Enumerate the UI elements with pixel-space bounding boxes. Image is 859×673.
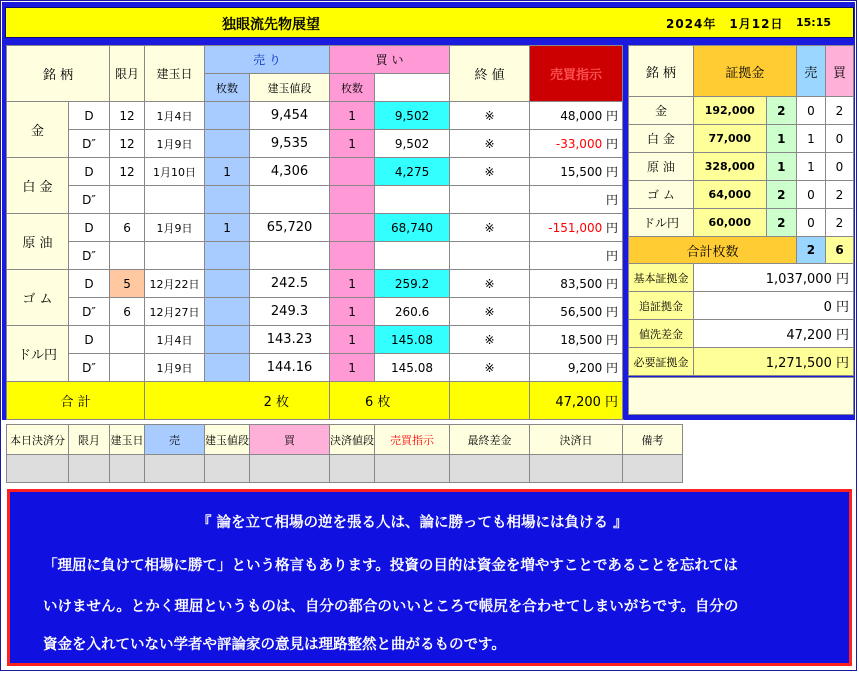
close-price: 145.08 bbox=[375, 354, 450, 382]
header-close: 終 値 bbox=[450, 46, 530, 102]
margin-multiplier: 1 bbox=[766, 125, 796, 153]
margin-row bbox=[629, 209, 854, 237]
position-type: D″ bbox=[69, 354, 110, 382]
buy-qty: 1 bbox=[330, 326, 375, 354]
position-type: D″ bbox=[69, 298, 110, 326]
summary-label: 必要証拠金 bbox=[629, 348, 694, 376]
settlement-cell bbox=[330, 455, 375, 483]
total-buy: 6 枚 bbox=[330, 382, 450, 420]
limit-month: 12 bbox=[110, 130, 145, 158]
sell-qty: 1 bbox=[205, 214, 250, 242]
buy-qty: 1 bbox=[330, 102, 375, 130]
margin-header-sell: 売 bbox=[796, 46, 825, 97]
total-label: 合 計 bbox=[7, 382, 145, 420]
position-price bbox=[250, 242, 330, 270]
margin-buy: 2 bbox=[825, 181, 853, 209]
margin-buy: 2 bbox=[825, 97, 853, 125]
position-type: D bbox=[69, 158, 110, 186]
diff-value: 83,500 bbox=[560, 277, 603, 291]
summary-value bbox=[693, 348, 853, 376]
quote-line-1: 「理屈に負けて相場に勝て」という格言もあります。投資の目的は資金を増やすことであることを忘れては bbox=[43, 558, 738, 574]
buy-qty bbox=[330, 158, 375, 186]
summary-label: 基本証拠金 bbox=[629, 264, 694, 292]
margin-header-brand: 銘 柄 bbox=[629, 46, 694, 97]
instruction-mark: ※ bbox=[450, 326, 530, 354]
position-type: D″ bbox=[69, 186, 110, 214]
yen-unit: 円 bbox=[602, 165, 619, 179]
mark-to-market bbox=[530, 158, 623, 186]
time-label: 15:15 bbox=[796, 16, 832, 29]
header-open-date: 建玉日 bbox=[145, 46, 205, 102]
instruction-mark: ※ bbox=[450, 270, 530, 298]
brand-name: 白 金 bbox=[7, 158, 69, 214]
close-price bbox=[375, 242, 450, 270]
settlement-cell bbox=[69, 455, 110, 483]
instruction-mark: ※ bbox=[450, 130, 530, 158]
summary-value bbox=[693, 264, 853, 292]
margin-value: 77,000 bbox=[693, 125, 766, 153]
diff-value: 18,500 bbox=[560, 333, 603, 347]
summary-amount: 1,037,000 bbox=[765, 272, 832, 287]
margin-brand: 金 bbox=[629, 97, 694, 125]
settlement-header: 決済日 bbox=[530, 425, 623, 455]
mark-to-market bbox=[530, 326, 623, 354]
settlement-cell bbox=[145, 455, 205, 483]
buy-qty: 1 bbox=[330, 130, 375, 158]
summary-label: 追証拠金 bbox=[629, 292, 694, 320]
margin-multiplier: 2 bbox=[766, 209, 796, 237]
mark-to-market bbox=[530, 298, 623, 326]
position-price: 242.5 bbox=[250, 270, 330, 298]
settlement-table bbox=[6, 424, 856, 483]
position-price: 144.16 bbox=[250, 354, 330, 382]
margin-multiplier: 2 bbox=[766, 181, 796, 209]
header-buy-count: 枚数 bbox=[330, 74, 375, 102]
position-price bbox=[250, 186, 330, 214]
margin-buy: 0 bbox=[825, 153, 853, 181]
quote-panel bbox=[7, 489, 852, 666]
close-price: 9,502 bbox=[375, 130, 450, 158]
margin-row bbox=[629, 153, 854, 181]
buy-qty bbox=[330, 186, 375, 214]
table-row bbox=[7, 326, 623, 354]
position-price: 4,306 bbox=[250, 158, 330, 186]
settlement-header: 売買指示 bbox=[375, 425, 450, 455]
total-diff: 47,200 円 bbox=[530, 382, 623, 420]
summary-value bbox=[693, 320, 853, 348]
yen-unit: 円 bbox=[831, 356, 849, 371]
close-price: 259.2 bbox=[375, 270, 450, 298]
margin-value: 328,000 bbox=[693, 153, 766, 181]
settlement-cell bbox=[530, 455, 623, 483]
margin-sell: 1 bbox=[796, 153, 825, 181]
table-row bbox=[7, 102, 623, 130]
margin-header-margin: 証拠金 bbox=[693, 46, 796, 97]
settlement-header: 最終差金 bbox=[450, 425, 530, 455]
limit-month: 12 bbox=[110, 158, 145, 186]
sell-qty bbox=[205, 186, 250, 214]
open-date: 1月10日 bbox=[145, 158, 205, 186]
margin-brand: ゴ ム bbox=[629, 181, 694, 209]
mark-to-market bbox=[530, 242, 623, 270]
margin-sell: 0 bbox=[796, 209, 825, 237]
position-price: 65,720 bbox=[250, 214, 330, 242]
position-price: 9,535 bbox=[250, 130, 330, 158]
yen-unit: 円 bbox=[602, 109, 619, 123]
header-position-price: 建玉値段 bbox=[250, 74, 330, 102]
title-bar bbox=[5, 7, 854, 38]
close-price: 260.6 bbox=[375, 298, 450, 326]
position-type: D bbox=[69, 214, 110, 242]
buy-qty: 1 bbox=[330, 354, 375, 382]
settlement-cell bbox=[623, 455, 683, 483]
limit-month bbox=[110, 354, 145, 382]
close-price: 9,502 bbox=[375, 102, 450, 130]
quote-line-3: 資金を入れていない学者や評論家の意見は理路整然と曲がるものです。 bbox=[43, 637, 506, 653]
header-sell: 売 り bbox=[205, 46, 330, 74]
margin-brand: 白 金 bbox=[629, 125, 694, 153]
margin-header-buy: 買 bbox=[825, 46, 853, 97]
table-row bbox=[7, 158, 623, 186]
brand-name: ゴ ム bbox=[7, 270, 69, 326]
summary-row bbox=[629, 264, 854, 292]
buy-qty bbox=[330, 242, 375, 270]
yen-unit: 円 bbox=[602, 221, 619, 235]
instruction-mark: ※ bbox=[450, 102, 530, 130]
diff-value: 9,200 bbox=[567, 361, 603, 375]
margin-row bbox=[629, 181, 854, 209]
position-type: D″ bbox=[69, 130, 110, 158]
instruction-mark bbox=[450, 186, 530, 214]
positions-table bbox=[6, 45, 623, 420]
limit-month bbox=[110, 186, 145, 214]
margin-multiplier: 2 bbox=[766, 97, 796, 125]
settlement-cell bbox=[110, 455, 145, 483]
settlement-cell bbox=[250, 455, 330, 483]
instruction-mark bbox=[450, 242, 530, 270]
open-date: 12月27日 bbox=[145, 298, 205, 326]
buy-qty: 1 bbox=[330, 270, 375, 298]
yen-unit: 円 bbox=[602, 361, 619, 375]
sell-qty bbox=[205, 102, 250, 130]
settlement-header: 買 bbox=[250, 425, 330, 455]
yen-unit: 円 bbox=[606, 249, 619, 263]
yen-unit: 円 bbox=[602, 137, 619, 151]
sell-qty bbox=[205, 130, 250, 158]
summary-value bbox=[693, 292, 853, 320]
total-sell: 2 枚 bbox=[145, 382, 330, 420]
limit-month: 6 bbox=[110, 214, 145, 242]
limit-month: 12 bbox=[110, 102, 145, 130]
open-date bbox=[145, 186, 205, 214]
margin-brand: ドル円 bbox=[629, 209, 694, 237]
diff-value: -151,000 bbox=[548, 221, 603, 235]
close-price: 68,740 bbox=[375, 214, 450, 242]
margin-row bbox=[629, 97, 854, 125]
header-limit-month: 限月 bbox=[110, 46, 145, 102]
summary-row bbox=[629, 292, 854, 320]
header-instruction: 売買指示 bbox=[530, 46, 623, 102]
yen-unit: 円 bbox=[606, 193, 619, 207]
summary-label: 値洗差金 bbox=[629, 320, 694, 348]
mark-to-market bbox=[530, 214, 623, 242]
position-price: 249.3 bbox=[250, 298, 330, 326]
margin-value: 60,000 bbox=[693, 209, 766, 237]
yen-unit: 円 bbox=[602, 305, 619, 319]
mark-to-market bbox=[530, 354, 623, 382]
summary-row bbox=[629, 320, 854, 348]
open-date: 1月9日 bbox=[145, 354, 205, 382]
sell-qty: 1 bbox=[205, 158, 250, 186]
header-brand: 銘 柄 bbox=[7, 46, 110, 102]
margin-row bbox=[629, 125, 854, 153]
yen-unit: 円 bbox=[602, 333, 619, 347]
position-type: D″ bbox=[69, 242, 110, 270]
summary-amount: 0 bbox=[823, 300, 832, 315]
summary-row bbox=[629, 348, 854, 376]
sell-qty bbox=[205, 298, 250, 326]
margin-table bbox=[628, 45, 854, 376]
open-date: 12月22日 bbox=[145, 270, 205, 298]
open-date: 1月4日 bbox=[145, 326, 205, 354]
total-count-buy: 6 bbox=[825, 237, 853, 264]
margin-value: 192,000 bbox=[693, 97, 766, 125]
sell-qty bbox=[205, 270, 250, 298]
instruction-mark: ※ bbox=[450, 354, 530, 382]
total-count-sell: 2 bbox=[796, 237, 825, 264]
limit-month bbox=[110, 326, 145, 354]
settlement-cell bbox=[7, 455, 69, 483]
settlement-header: 備考 bbox=[623, 425, 683, 455]
yen-unit: 円 bbox=[602, 277, 619, 291]
brand-name: 原 油 bbox=[7, 214, 69, 270]
yen-unit: 円 bbox=[831, 300, 849, 315]
instruction-mark: ※ bbox=[450, 298, 530, 326]
brand-name: ドル円 bbox=[7, 326, 69, 382]
sell-qty bbox=[205, 326, 250, 354]
position-price: 9,454 bbox=[250, 102, 330, 130]
open-date: 1月9日 bbox=[145, 214, 205, 242]
settlement-header: 本日決済分 bbox=[7, 425, 69, 455]
margin-value: 64,000 bbox=[693, 181, 766, 209]
diff-value: -33,000 bbox=[555, 137, 603, 151]
header-sell-count: 枚数 bbox=[205, 74, 250, 102]
settlement-header: 限月 bbox=[69, 425, 110, 455]
summary-amount: 1,271,500 bbox=[765, 356, 832, 371]
mark-to-market bbox=[530, 270, 623, 298]
yen-unit: 円 bbox=[831, 272, 849, 287]
diff-value: 15,500 bbox=[560, 165, 603, 179]
mark-to-market bbox=[530, 186, 623, 214]
instruction-mark: ※ bbox=[450, 214, 530, 242]
summary-amount: 47,200 bbox=[786, 328, 832, 343]
quote-headline: 『 論を立て相場の逆を張る人は、論に勝っても相場には負ける 』 bbox=[197, 515, 628, 531]
margin-sell: 1 bbox=[796, 125, 825, 153]
table-row bbox=[7, 130, 623, 158]
open-date: 1月9日 bbox=[145, 130, 205, 158]
close-price: 145.08 bbox=[375, 326, 450, 354]
position-type: D bbox=[69, 326, 110, 354]
header-buy: 買 い bbox=[330, 46, 450, 74]
quote-line-2: いけません。とかく理屈というものは、自分の都合のいいところで帳尻を合わせてしまいがちです。自分の bbox=[43, 599, 739, 615]
table-row bbox=[7, 242, 623, 270]
margin-brand: 原 油 bbox=[629, 153, 694, 181]
close-price bbox=[375, 186, 450, 214]
mark-to-market bbox=[530, 130, 623, 158]
limit-month: 6 bbox=[110, 298, 145, 326]
margin-empty-area bbox=[628, 377, 854, 415]
mark-to-market bbox=[530, 102, 623, 130]
table-row bbox=[7, 270, 623, 298]
buy-qty: 1 bbox=[330, 298, 375, 326]
sell-qty bbox=[205, 242, 250, 270]
limit-month bbox=[110, 242, 145, 270]
yen-unit: 円 bbox=[831, 328, 849, 343]
table-row bbox=[7, 354, 623, 382]
open-date bbox=[145, 242, 205, 270]
table-row bbox=[7, 186, 623, 214]
limit-month: 5 bbox=[110, 270, 145, 298]
buy-qty bbox=[330, 214, 375, 242]
settlement-cell bbox=[205, 455, 250, 483]
settlement-header: 建玉値段 bbox=[205, 425, 250, 455]
page-title: 独眼流先物展望 bbox=[222, 17, 320, 33]
open-date: 1月4日 bbox=[145, 102, 205, 130]
close-price: 4,275 bbox=[375, 158, 450, 186]
sell-qty bbox=[205, 354, 250, 382]
position-price: 143.23 bbox=[250, 326, 330, 354]
margin-sell: 0 bbox=[796, 97, 825, 125]
table-row bbox=[7, 214, 623, 242]
settlement-header: 建玉日 bbox=[110, 425, 145, 455]
diff-value: 48,000 bbox=[560, 109, 603, 123]
brand-name: 金 bbox=[7, 102, 69, 158]
position-type: D bbox=[69, 102, 110, 130]
diff-value: 56,500 bbox=[560, 305, 603, 319]
position-type: D bbox=[69, 270, 110, 298]
margin-sell: 0 bbox=[796, 181, 825, 209]
margin-multiplier: 1 bbox=[766, 153, 796, 181]
table-row bbox=[7, 298, 623, 326]
date-label: 2024年 1月12日 bbox=[666, 17, 784, 31]
settlement-cell bbox=[450, 455, 530, 483]
instruction-mark: ※ bbox=[450, 158, 530, 186]
margin-buy: 2 bbox=[825, 209, 853, 237]
settlement-header: 売 bbox=[145, 425, 205, 455]
margin-buy: 0 bbox=[825, 125, 853, 153]
total-count-label: 合計枚数 bbox=[629, 237, 797, 264]
settlement-header: 決済値段 bbox=[330, 425, 375, 455]
settlement-cell bbox=[375, 455, 450, 483]
